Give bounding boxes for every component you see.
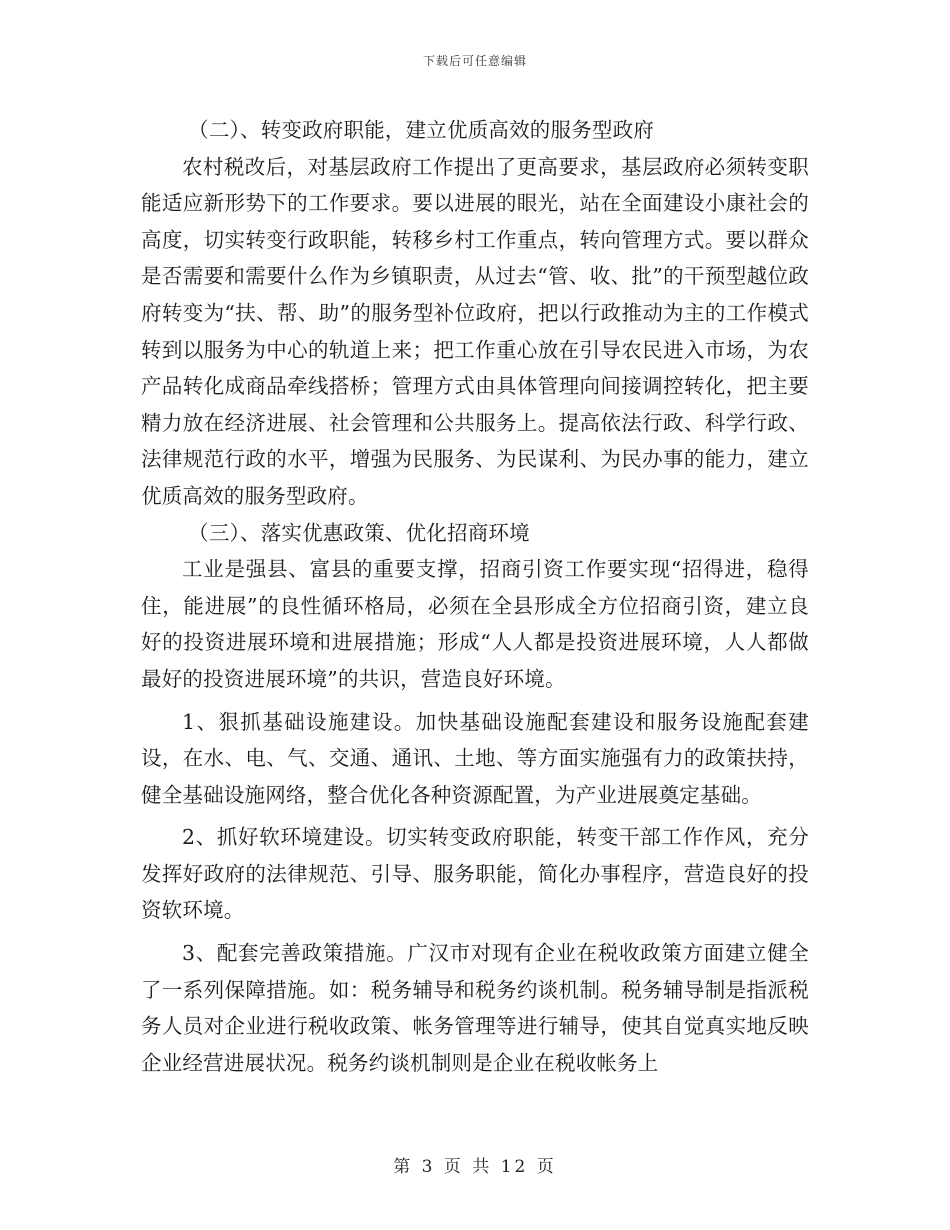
paragraph: 工业是强县、富县的重要支撑，招商引资工作要实现“招得进，稳得住，能进展”的良性循环格局，必须在全县形成全方位招商引资，建立良好的投资进展环境和进展措施；形成“人人都是投资进展环境，人人都做最好的投资进展环境”的共识，营造良好环境。 (141, 557, 809, 691)
list-item-3: 3、配套完善政策措施。广汉市对现有企业在税收政策方面建立健全了一系列保障措施。如：税务辅导和税务约谈机制。税务辅导制是指派税务人员对企业进行税收政策、帐务管理等进行辅导，使其自觉真实地反映企业经营进展状况。税务约谈机制则是企业在税收帐务上 (141, 941, 809, 1075)
document-body (141, 112, 809, 1081)
page-footer: 第 3 页 共 12 页 (393, 1157, 557, 1177)
page-header: 下载后可任意编辑 (422, 54, 527, 68)
list-item-1: 1、狠抓基础设施建设。加快基础设施配套建设和服务设施配套建设，在水、电、气、交通、通讯、土地、等方面实施强有力的政策扶持，健全基础设施网络，整合优化各种资源配置，为产业进展奠定基础。 (141, 709, 809, 807)
paragraph: 农村税改后，对基层政府工作提出了更高要求，基层政府必须转变职能适应新形势下的工作要求。要以进展的眼光，站在全面建设小康社会的高度，切实转变行政职能，转移乡村工作重点，转向管理方式。要以群众是否需要和需要什么作为乡镇职责，从过去“管、收、批”的干预型越位政府转变为“扶、帮、助”的服务型补位政府，把以行政推动为主的工作模式转到以服务为中心的轨道上来；把工作重心放在引导农民进入市场，为农产品转化成商品牵线搭桥；管理方式由具体管理向间接调控转化，把主要精力放在经济进展、社会管理和公共服务上。提高依法行政、科学行政、法律规范行政的水平，增强为民服务、为民谋利、为民办事的能力，建立优质高效的服务型政府。 (141, 154, 809, 508)
section-heading-2: （二）、转变政府职能，建立优质高效的服务型政府 (188, 118, 654, 142)
section-heading-3: （三）、落实优惠政策、优化招商环境 (188, 520, 530, 545)
list-item-2: 2、抓好软环境建设。切实转变政府职能，转变干部工作作风，充分发挥好政府的法律规范、引导、服务职能，简化办事程序，营造良好的投资软环境。 (141, 825, 809, 923)
